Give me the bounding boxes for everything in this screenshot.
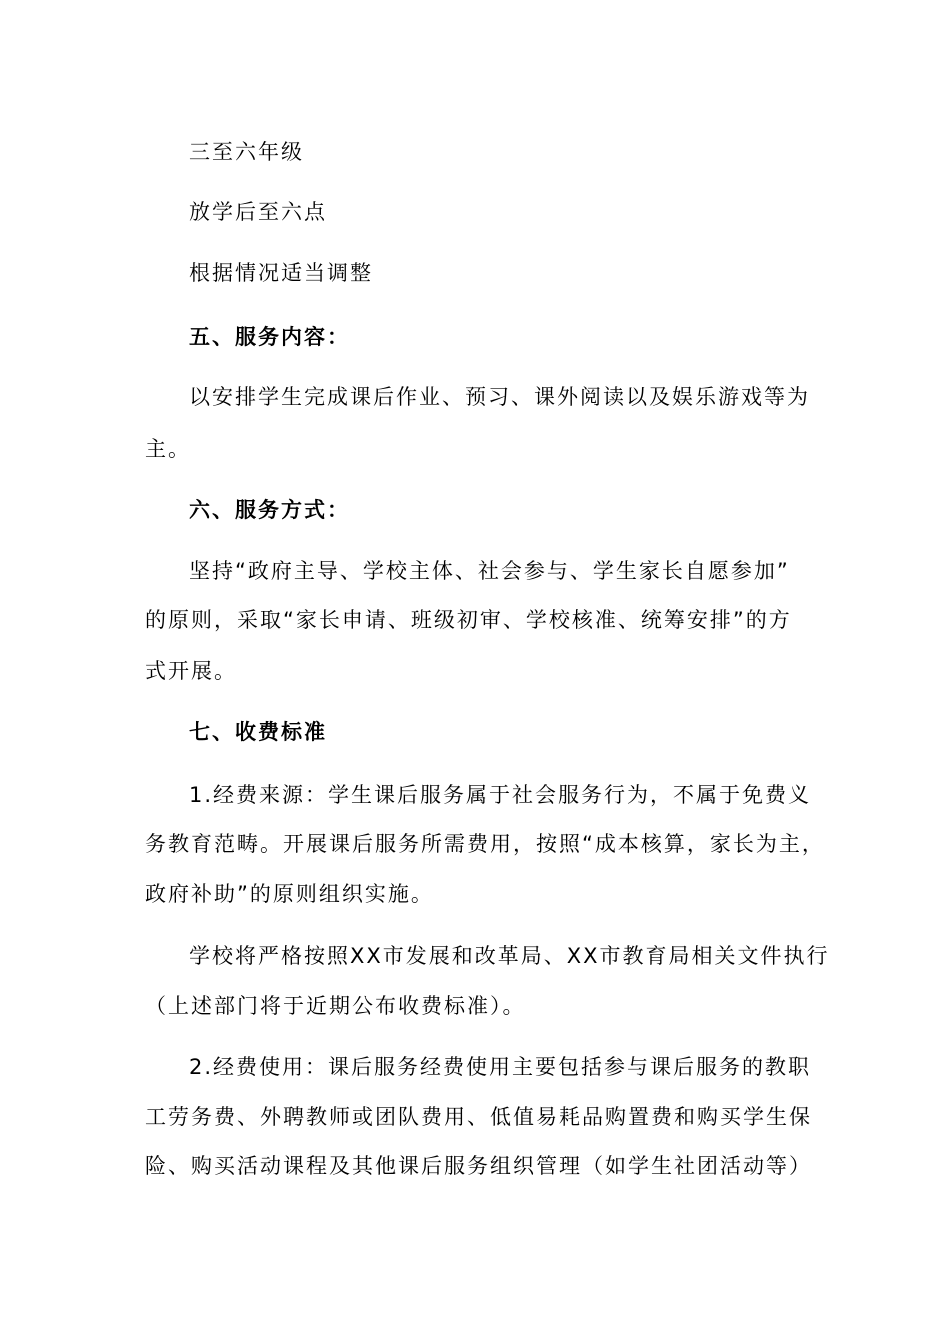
funding-source-paragraph-line: 政府补助”的原则组织实施。	[145, 882, 434, 906]
funding-use-paragraph-line: 工劳务费、外聘教师或团队费用、低值易耗品购置费和购买学生保	[145, 1105, 812, 1129]
fee-policy-paragraph-line: （上述部门将于近期公布收费标准）。	[145, 994, 526, 1018]
service-method-paragraph-line: 式开展。	[145, 659, 237, 683]
service-content-paragraph-line: 主。	[145, 437, 191, 461]
service-time-text: 放学后至六点	[189, 200, 327, 224]
fee-policy-paragraph-line: 学校将严格按照XX市发展和改革局、XX市教育局相关文件执行	[189, 944, 830, 968]
funding-use-paragraph-line: 2.经费使用：课后服务经费使用主要包括参与课后服务的教职	[189, 1055, 812, 1079]
service-method-paragraph-line: 的原则，采取“家长申请、班级初审、学校核准、统筹安排”的方	[145, 608, 792, 632]
section-heading-service-content: 五、服务内容：	[189, 325, 350, 349]
adjustment-note-text: 根据情况适当调整	[189, 261, 373, 285]
service-content-paragraph-line: 以安排学生完成课后作业、预习、课外阅读以及娱乐游戏等为	[189, 385, 810, 409]
service-method-paragraph-line: 坚持“政府主导、学校主体、社会参与、学生家长自愿参加”	[189, 559, 790, 583]
funding-source-paragraph-line: 1.经费来源：学生课后服务属于社会服务行为，不属于免费义	[189, 783, 812, 807]
section-heading-service-method: 六、服务方式：	[189, 498, 350, 522]
funding-use-paragraph-line: 险、购买活动课程及其他课后服务组织管理（如学生社团活动等）	[145, 1154, 812, 1178]
funding-source-paragraph-line: 务教育范畴。开展课后服务所需费用，按照“成本核算，家长为主，	[145, 832, 825, 856]
section-heading-fee-standard: 七、收费标准	[189, 720, 327, 744]
grade-range-text: 三至六年级	[189, 140, 304, 164]
